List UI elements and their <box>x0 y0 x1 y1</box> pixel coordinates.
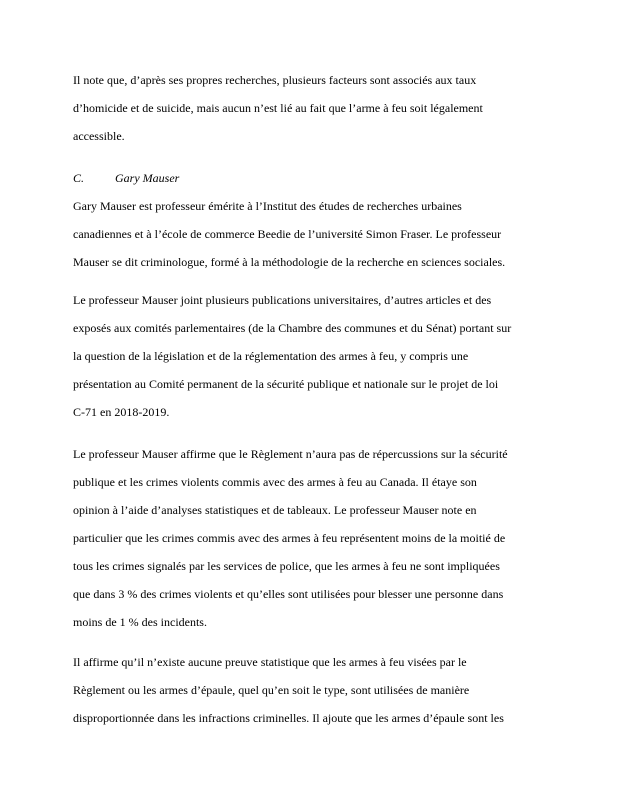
text-line: particulier que les crimes commis avec des armes à feu représentent moins de la moitié de <box>73 531 506 545</box>
text-line: publique et les crimes violents commis avec des armes à feu au Canada. Il étaye son <box>73 475 477 489</box>
paragraph-no-statistical-evidence <box>73 648 533 732</box>
text-line: opinion à l’aide d’analyses statistiques et de tableaux. Le professeur Mauser note en <box>73 503 477 517</box>
paragraph-mauser-credentials <box>73 192 533 276</box>
text-line: d’homicide et de suicide, mais aucun n’est lié au fait que l’arme à feu soit légalement <box>73 101 483 115</box>
text-line: Le professeur Mauser affirme que le Règlement n’aura pas de répercussions sur la sécurité <box>73 447 508 461</box>
section-heading <box>73 166 179 190</box>
text-line: Il note que, d’après ses propres recherches, plusieurs facteurs sont associés aux taux <box>73 73 477 87</box>
text-line: moins de 1 % des incidents. <box>73 615 207 629</box>
text-line: disproportionnée dans les infractions criminelles. Il ajoute que les armes d’épaule sont les <box>73 711 504 725</box>
text-line: la question de la législation et de la réglementation des armes à feu, y compris une <box>73 349 469 363</box>
paragraph-mauser-publications <box>73 286 533 426</box>
text-line: canadiennes et à l’école de commerce Beedie de l’université Simon Fraser. Le professeur <box>73 227 502 241</box>
text-line: accessible. <box>73 129 125 143</box>
text-line: Règlement ou les armes d’épaule, quel qu’en soit le type, sont utilisées de manière <box>73 683 470 697</box>
text-line: Le professeur Mauser joint plusieurs publications universitaires, d’autres articles et des <box>73 293 492 307</box>
text-line: Gary Mauser est professeur émérite à l’Institut des études de recherches urbaines <box>73 199 462 213</box>
paragraph-mauser-statistics <box>73 440 533 636</box>
section-number: C. <box>73 171 85 185</box>
text-line: exposés aux comités parlementaires (de la Chambre des communes et du Sénat) portant sur <box>73 321 512 335</box>
paragraph-homicide-suicide-factors <box>73 66 533 150</box>
text-line: tous les crimes signalés par les services de police, que les armes à feu ne sont impliquées <box>73 559 500 573</box>
text-line: C-71 en 2018-2019. <box>73 405 170 419</box>
section-title: Gary Mauser <box>115 171 180 185</box>
text-line: présentation au Comité permanent de la sécurité publique et nationale sur le projet de loi <box>73 377 499 391</box>
text-line: Mauser se dit criminologue, formé à la méthodologie de la recherche en sciences sociales. <box>73 255 506 269</box>
text-line: Il affirme qu’il n’existe aucune preuve statistique que les armes à feu visées par le <box>73 655 467 669</box>
text-line: que dans 3 % des crimes violents et qu’elles sont utilisées pour blesser une personne dans <box>73 587 504 601</box>
